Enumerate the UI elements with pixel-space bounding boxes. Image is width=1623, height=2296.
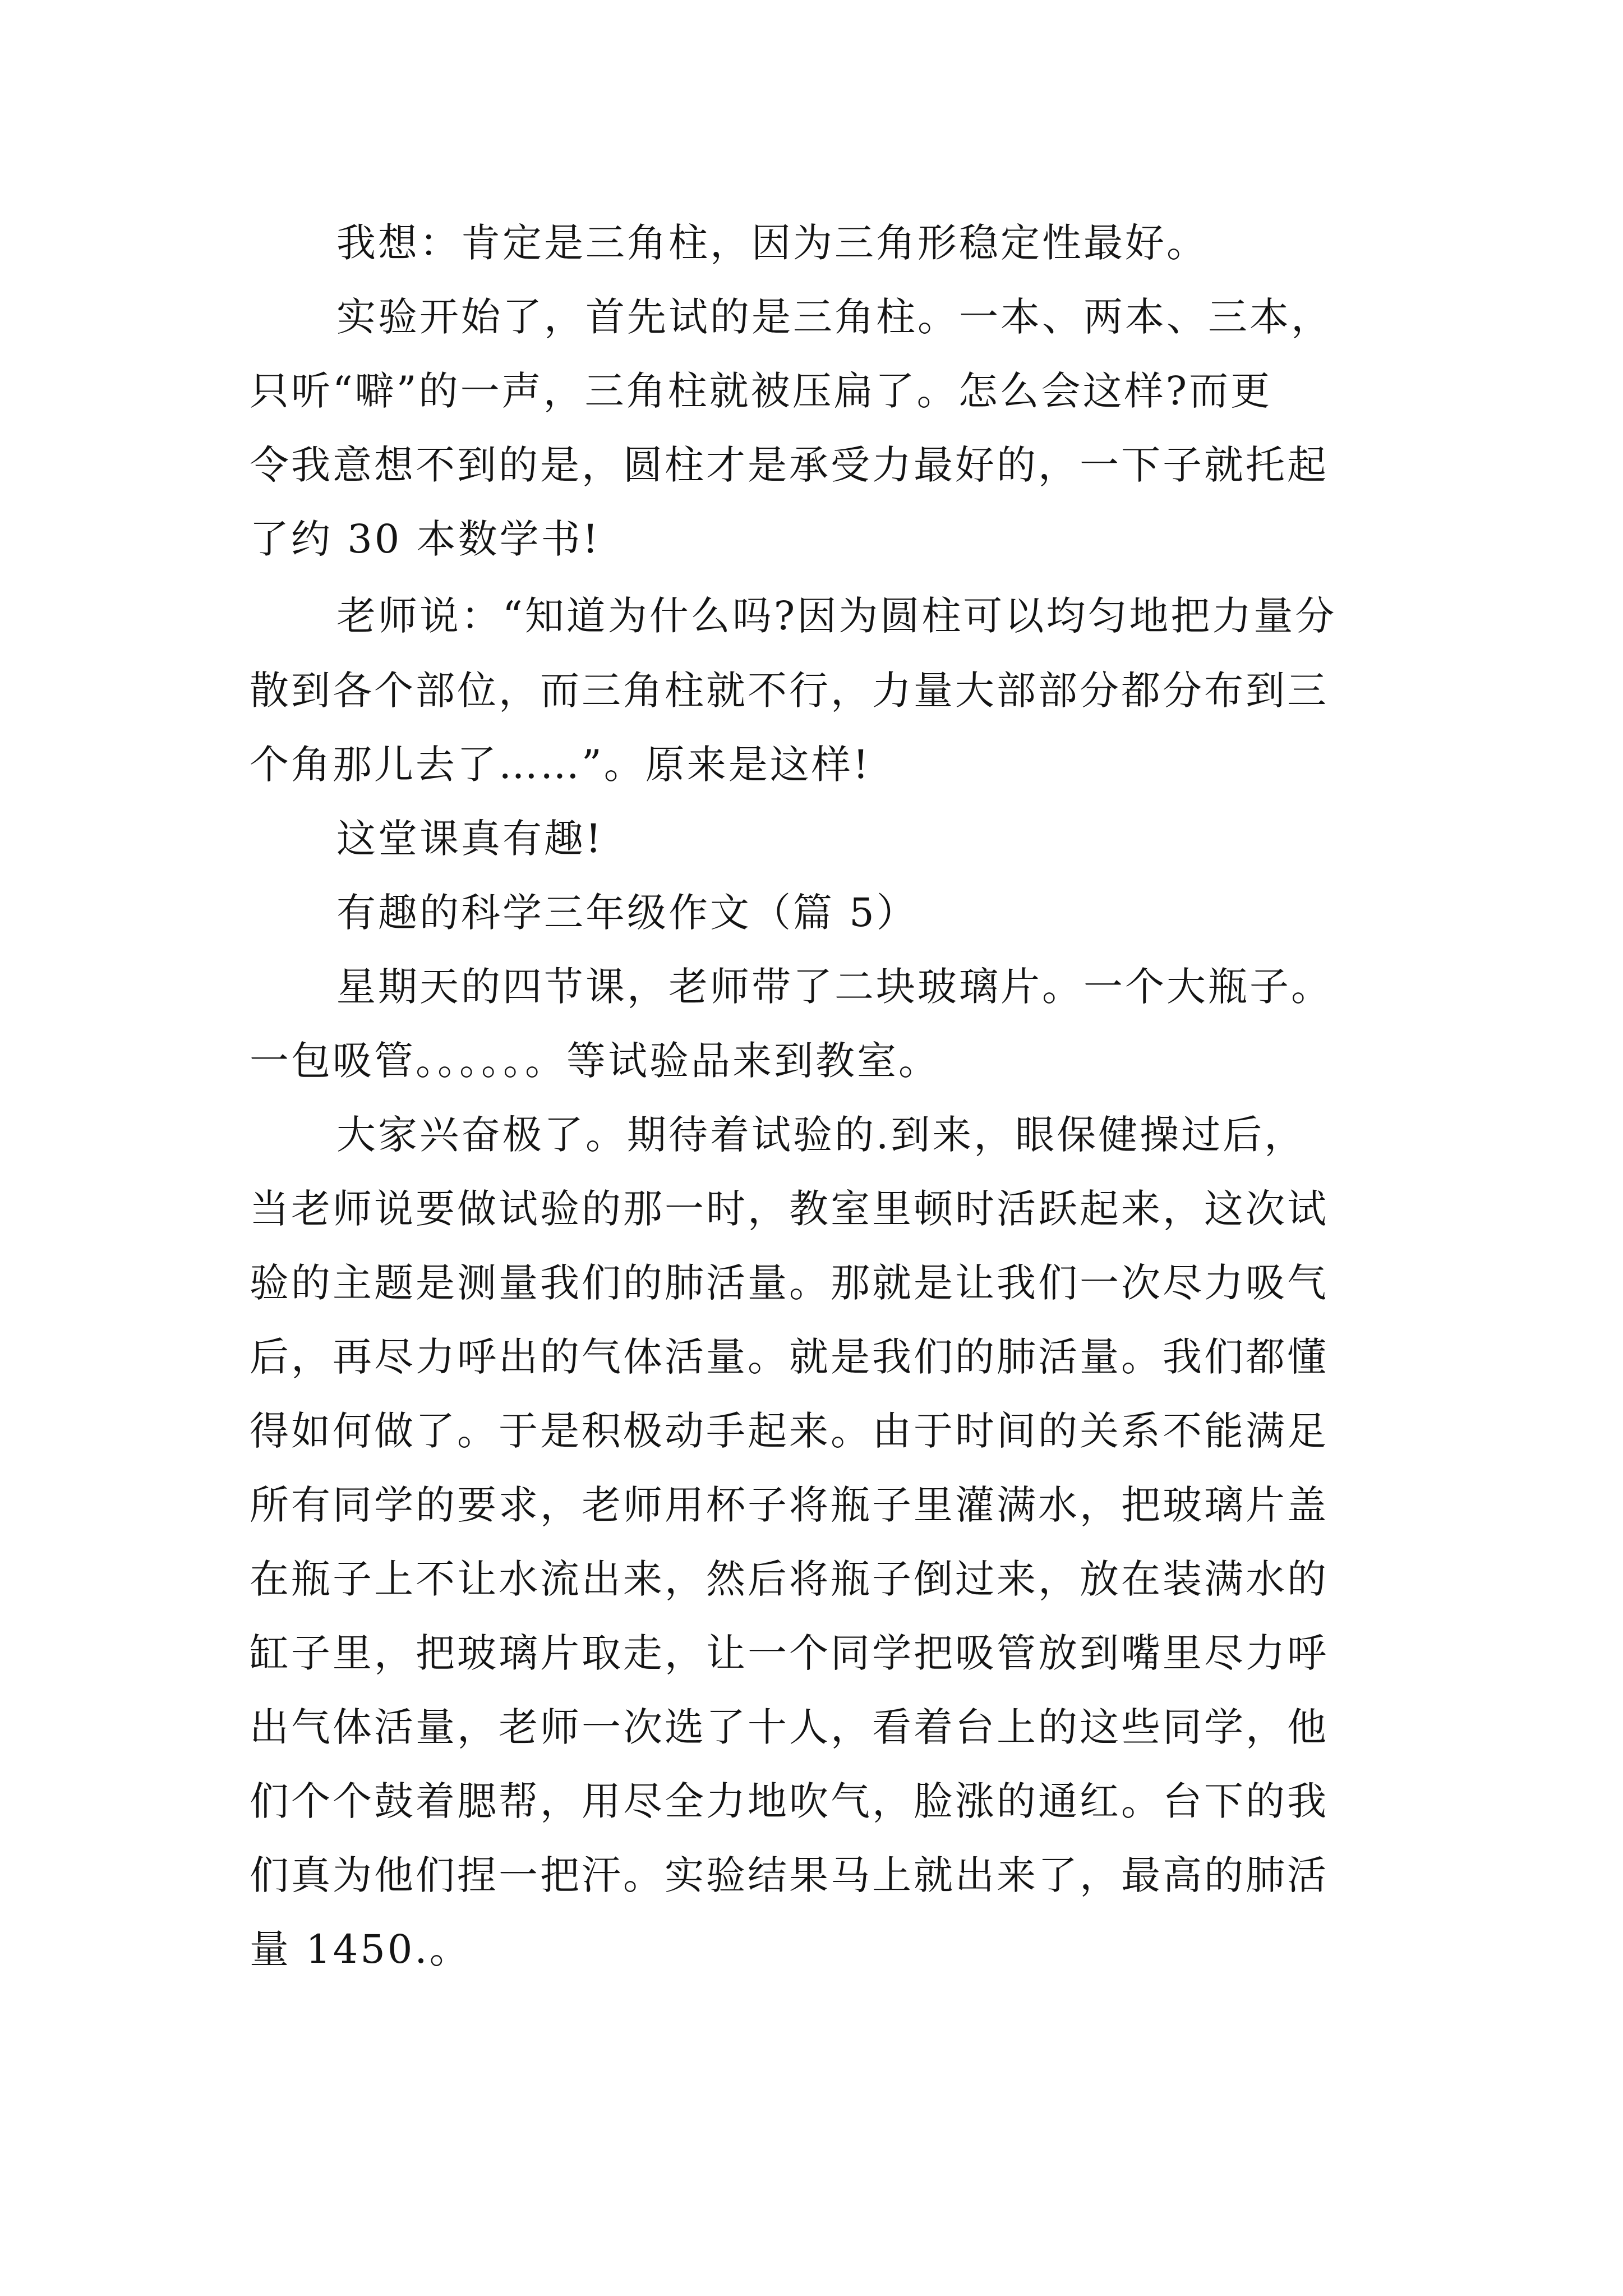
- paragraph-line: 我想：肯定是三角柱，因为三角形稳定性最好。: [336, 220, 1208, 266]
- paragraph-line: 一包吸管。。。。。。等试验品来到教室。: [250, 1038, 940, 1084]
- paragraph-line: 星期天的四节课，老师带了二块玻璃片。一个大瓶子。: [336, 964, 1332, 1010]
- paragraph-line: 散到各个部位，而三角柱就不行，力量大部部分都分布到三: [250, 668, 1329, 714]
- paragraph-line: 个角那儿去了……”。原来是这样!: [250, 742, 871, 788]
- paragraph-line: 只听“噼”的一声，三角柱就被压扁了。怎么会这样?而更: [250, 368, 1272, 414]
- paragraph-line: 量 1450.。: [250, 1926, 471, 1972]
- paragraph-line: 当老师说要做试验的那一时，教室里顿时活跃起来，这次试: [250, 1186, 1329, 1232]
- paragraph-line: 大家兴奋极了。期待着试验的.到来，眼保健操过后，: [336, 1112, 1306, 1158]
- paragraph-line: 得如何做了。于是积极动手起来。由于时间的关系不能满足: [250, 1408, 1329, 1454]
- paragraph-line: 缸子里，把玻璃片取走，让一个同学把吸管放到嘴里尽力呼: [250, 1630, 1329, 1676]
- paragraph-line: 实验开始了，首先试的是三角柱。一本、两本、三本，: [336, 294, 1332, 340]
- paragraph-line: 所有同学的要求，老师用杯子将瓶子里灌满水，把玻璃片盖: [250, 1482, 1329, 1528]
- paragraph-line: 们个个鼓着腮帮，用尽全力地吹气，脸涨的通红。台下的我: [250, 1778, 1329, 1824]
- paragraph-line: 老师说：“知道为什么吗?因为圆柱可以均匀地把力量分: [336, 593, 1337, 639]
- paragraph-line: 出气体活量，老师一次选了十人，看着台上的这些同学，他: [250, 1704, 1329, 1750]
- paragraph-line: 后，再尽力呼出的气体活量。就是我们的肺活量。我们都懂: [250, 1334, 1329, 1380]
- section-heading: 有趣的科学三年级作文（篇 5）: [336, 890, 918, 936]
- paragraph-line: 这堂课真有趣!: [336, 816, 604, 862]
- paragraph-line: 们真为他们捏一把汗。实验结果马上就出来了，最高的肺活: [250, 1852, 1329, 1898]
- paragraph-line: 在瓶子上不让水流出来，然后将瓶子倒过来，放在装满水的: [250, 1556, 1329, 1602]
- paragraph-line: 验的主题是测量我们的肺活量。那就是让我们一次尽力吸气: [250, 1260, 1329, 1306]
- paragraph-line: 了约 30 本数学书!: [250, 516, 601, 562]
- paragraph-line: 令我意想不到的是，圆柱才是承受力最好的，一下子就托起: [250, 442, 1329, 488]
